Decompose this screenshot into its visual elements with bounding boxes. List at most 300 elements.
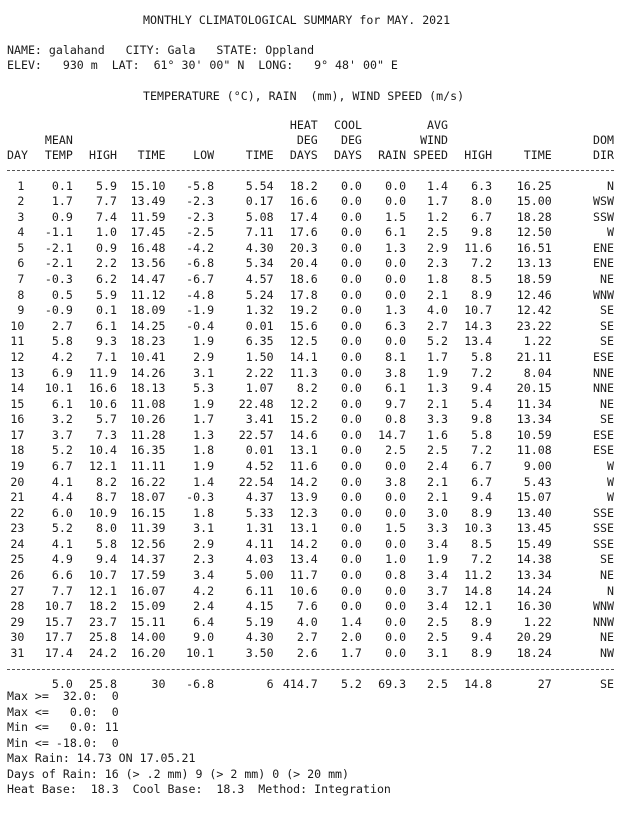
column-header: HIGH — [464, 148, 493, 162]
dashed-divider — [7, 669, 614, 670]
table-cell: -2.1 — [44, 240, 73, 255]
table-cell: 13.49 — [130, 194, 166, 209]
table-cell: 3.50 — [245, 645, 274, 660]
table-cell: 7.2 — [471, 552, 493, 567]
dashed-divider — [7, 170, 614, 171]
table-row — [0, 241, 618, 257]
table-row — [0, 412, 618, 428]
table-cell: 16.25 — [516, 178, 552, 193]
table-cell: 2.5 — [427, 614, 448, 629]
table-cell: 15.09 — [130, 599, 166, 614]
table-cell: 0.0 — [340, 568, 362, 583]
table-cell: 2.5 — [385, 443, 407, 458]
table-cell: 7.2 — [471, 365, 493, 380]
table-cell: 15.7 — [44, 614, 73, 629]
table-cell: SE — [600, 552, 614, 567]
table-cell: 17.59 — [130, 568, 166, 583]
table-cell: 0.0 — [385, 536, 407, 551]
table-cell: -0.3 — [186, 490, 215, 505]
table-cell: NNE — [593, 381, 614, 396]
table-cell: 2.5 — [427, 630, 448, 645]
table-cell: SSE — [593, 521, 614, 536]
table-cell: 6.6 — [51, 568, 73, 583]
table-cell: 14.47 — [130, 272, 166, 287]
table-cell: 7.3 — [96, 427, 117, 442]
table-cell: 13.4 — [464, 334, 493, 349]
table-cell: 0.0 — [340, 599, 362, 614]
table-cell: 7.11 — [245, 225, 274, 240]
column-header — [214, 133, 274, 148]
table-cell: 5.8 — [96, 536, 117, 551]
table-cell: NNE — [593, 365, 614, 380]
table-cell: 0.0 — [340, 412, 362, 427]
table-row — [0, 459, 618, 475]
table-cell: 1.2 — [427, 209, 448, 224]
table-cell: 9.4 — [96, 552, 117, 567]
table-cell: 2.4 — [427, 458, 448, 473]
table-cell: -5.8 — [186, 178, 215, 193]
footer-line: Min <= 0.0: 11 — [7, 720, 119, 734]
table-cell: SSW — [593, 209, 614, 224]
table-cell: 0.0 — [340, 209, 362, 224]
table-cell: 25.8 — [89, 630, 117, 645]
table-cell: 14.8 — [464, 583, 493, 598]
table-cell: 0.0 — [385, 178, 407, 193]
table-cell: 0.0 — [340, 334, 362, 349]
column-header — [117, 133, 166, 148]
table-cell: 1.7 — [51, 194, 73, 209]
table-cell: 3.4 — [427, 536, 448, 551]
table-cell: 0.0 — [340, 427, 362, 442]
table-cell: 16.15 — [130, 505, 166, 520]
table-row — [0, 490, 618, 506]
table-cell: 17.45 — [130, 225, 166, 240]
table-cell: 26 — [10, 568, 25, 583]
table-cell: 10.1 — [44, 381, 73, 396]
table-row — [0, 599, 618, 615]
table-row — [0, 630, 618, 646]
table-cell: NE — [600, 272, 614, 287]
table-cell: SSE — [593, 536, 614, 551]
table-cell: 1.3 — [427, 381, 448, 396]
table-cell: 0.1 — [96, 303, 117, 318]
table-cell: 3.3 — [427, 412, 448, 427]
table-cell: 5 — [17, 240, 25, 255]
table-cell: NE — [600, 630, 614, 645]
table-cell: 0.9 — [96, 240, 117, 255]
table-cell: 6.1 — [385, 381, 407, 396]
table-cell: 1.50 — [245, 349, 274, 364]
table-cell: 11 — [10, 334, 25, 349]
table-cell: 16.07 — [130, 583, 166, 598]
table-cell: 4.1 — [51, 474, 73, 489]
table-cell: 22.57 — [238, 427, 274, 442]
table-cell: 1.9 — [193, 458, 215, 473]
table-cell: 25 — [10, 552, 25, 567]
station-info-line-2: ELEV: 930 m LAT: 61° 30' 00" N LONG: 9° 48' 00" E — [7, 58, 398, 72]
column-header — [166, 118, 215, 133]
table-cell: 1.4 — [193, 474, 215, 489]
table-cell: 13.9 — [289, 490, 318, 505]
table-cell: 10.3 — [464, 521, 493, 536]
table-cell: 9 — [17, 303, 25, 318]
table-cell: 15 — [10, 396, 25, 411]
table-cell: 20.29 — [516, 630, 552, 645]
table-row — [0, 381, 618, 397]
column-header — [448, 118, 492, 133]
table-row — [0, 319, 618, 335]
table-cell: NNW — [593, 614, 614, 629]
table-cell: 2.1 — [427, 474, 448, 489]
table-cell: 13.4 — [289, 552, 318, 567]
column-header: LOW — [193, 148, 215, 162]
column-header: DAYS — [334, 148, 362, 162]
table-cell: 14.38 — [516, 552, 552, 567]
table-cell: 0.0 — [385, 614, 407, 629]
table-body — [0, 163, 618, 693]
table-cell: 12.3 — [289, 505, 318, 520]
table-cell: 9.4 — [471, 381, 493, 396]
table-cell: 0.8 — [385, 568, 407, 583]
table-cell: 22.48 — [238, 396, 274, 411]
table-cell: ENE — [593, 240, 614, 255]
table-cell: 2 — [17, 194, 25, 209]
table-cell: 0.8 — [385, 412, 407, 427]
table-cell: 11.12 — [130, 287, 166, 302]
table-cell: 17.4 — [44, 645, 73, 660]
table-cell: 14.24 — [516, 583, 552, 598]
table-cell: 21.11 — [516, 349, 552, 364]
column-header — [448, 133, 492, 148]
table-cell: 15.11 — [130, 614, 166, 629]
table-cell: 0.0 — [385, 458, 407, 473]
table-cell: 4.0 — [427, 303, 448, 318]
table-cell: -2.1 — [44, 256, 73, 271]
table-cell: 9.4 — [471, 490, 493, 505]
table-cell: 8.5 — [471, 272, 493, 287]
table-cell: 13.1 — [289, 443, 318, 458]
table-cell: 9.00 — [523, 458, 552, 473]
table-row — [0, 443, 618, 459]
header-divider — [0, 163, 618, 179]
table-cell: 12.5 — [289, 334, 318, 349]
table-cell: 8.9 — [471, 287, 493, 302]
table-cell: 9.8 — [471, 225, 493, 240]
table-cell: 4 — [17, 225, 25, 240]
table-cell: 12.1 — [89, 458, 117, 473]
table-cell: 2.9 — [193, 536, 215, 551]
column-header — [0, 118, 35, 133]
table-cell: 12.42 — [516, 303, 552, 318]
table-cell: NE — [600, 568, 614, 583]
column-header: TIME — [245, 148, 274, 162]
climate-table — [0, 118, 618, 693]
footer-line: Max >= 32.0: 0 — [7, 689, 119, 703]
table-cell: 19 — [10, 458, 25, 473]
table-cell: 8.2 — [96, 474, 117, 489]
summary-cell: 69.3 — [378, 677, 407, 692]
table-cell: 16.6 — [89, 381, 117, 396]
table-cell: 11.08 — [130, 396, 166, 411]
table-cell: 28 — [10, 599, 25, 614]
table-cell: 2.9 — [193, 349, 215, 364]
table-cell: 0.0 — [385, 490, 407, 505]
summary-cell: 2.5 — [427, 677, 448, 692]
table-cell: SE — [600, 318, 614, 333]
column-header: TEMP — [44, 148, 73, 162]
table-cell: 8.7 — [96, 490, 117, 505]
table-cell: 2.22 — [245, 365, 274, 380]
table-row — [0, 194, 618, 210]
table-cell: 11.2 — [464, 568, 493, 583]
column-header — [0, 133, 35, 148]
summary-cell: 414.7 — [282, 677, 318, 692]
table-cell: 14.00 — [130, 630, 166, 645]
table-cell: 0.0 — [340, 458, 362, 473]
table-cell: 7.7 — [51, 583, 73, 598]
table-cell: 13.45 — [516, 521, 552, 536]
table-cell: 18.07 — [130, 490, 166, 505]
summary-divider — [0, 662, 618, 678]
table-cell: 9.8 — [471, 412, 493, 427]
table-cell: 1 — [17, 178, 25, 193]
summary-cell: 30 — [151, 677, 166, 692]
summary-cell: 14.8 — [464, 677, 493, 692]
table-cell: 10.6 — [289, 583, 318, 598]
table-cell: 0.0 — [340, 490, 362, 505]
table-cell: 0.0 — [385, 645, 407, 660]
table-cell: 5.08 — [245, 209, 274, 224]
column-header — [214, 118, 274, 133]
table-cell: N — [607, 583, 614, 598]
table-cell: 3.3 — [427, 521, 448, 536]
table-cell: 8.0 — [471, 194, 493, 209]
table-cell: 8.2 — [296, 381, 318, 396]
table-cell: 1.8 — [193, 505, 215, 520]
summary-cell: 27 — [537, 677, 552, 692]
summary-cell: SE — [600, 677, 614, 692]
table-row — [0, 225, 618, 241]
table-row — [0, 537, 618, 553]
table-cell: 9.3 — [96, 334, 117, 349]
table-cell: 1.0 — [96, 225, 117, 240]
table-cell: 3.1 — [427, 645, 448, 660]
table-cell: 4.15 — [245, 599, 274, 614]
footer-line: Max Rain: 14.73 ON 17.05.21 — [7, 751, 196, 765]
table-cell: 1.5 — [385, 209, 407, 224]
table-cell: 3.1 — [193, 521, 215, 536]
station-info-line-1: NAME: galahand CITY: Gala STATE: Oppland — [7, 43, 315, 57]
table-cell: 9.7 — [385, 396, 407, 411]
table-cell: 10 — [10, 318, 25, 333]
table-cell: 12.1 — [464, 599, 493, 614]
table-cell: 2.1 — [427, 287, 448, 302]
table-cell: 18.59 — [516, 272, 552, 287]
table-cell: -2.3 — [186, 209, 215, 224]
table-cell: 1.0 — [385, 552, 407, 567]
table-cell: 0.0 — [340, 396, 362, 411]
table-cell: 13.1 — [289, 521, 318, 536]
table-row — [0, 334, 618, 350]
table-cell: 4.30 — [245, 630, 274, 645]
table-cell: 17 — [10, 427, 25, 442]
column-header: SPEED — [413, 148, 448, 162]
table-cell: 16.51 — [516, 240, 552, 255]
table-cell: 16.22 — [130, 474, 166, 489]
table-cell: 5.9 — [96, 178, 117, 193]
table-cell: 13 — [10, 365, 25, 380]
table-cell: 20 — [10, 474, 25, 489]
table-cell: 8.1 — [385, 349, 407, 364]
table-cell: 8.5 — [471, 536, 493, 551]
table-cell: 13.13 — [516, 256, 552, 271]
footer-line: Heat Base: 18.3 Cool Base: 18.3 Method: Integration — [7, 782, 391, 796]
table-cell: NW — [600, 645, 614, 660]
table-cell: 18.23 — [130, 334, 166, 349]
table-cell: 11.3 — [289, 365, 318, 380]
table-cell: 18.6 — [289, 272, 318, 287]
table-cell: ESE — [593, 443, 614, 458]
table-cell: 22 — [10, 505, 25, 520]
table-cell: 15.49 — [516, 536, 552, 551]
table-cell: 0.0 — [340, 194, 362, 209]
table-cell: 23.22 — [516, 318, 552, 333]
table-cell: 4.0 — [296, 614, 318, 629]
table-cell: 7.7 — [96, 194, 117, 209]
table-cell: 1.7 — [427, 349, 448, 364]
table-cell: 0.0 — [340, 272, 362, 287]
table-cell: 12.1 — [89, 583, 117, 598]
table-cell: 10.1 — [186, 645, 215, 660]
table-cell: 0.0 — [340, 303, 362, 318]
table-cell: 30 — [10, 630, 25, 645]
table-cell: 1.9 — [427, 365, 448, 380]
table-cell: ESE — [593, 427, 614, 442]
summary-cell: 25.8 — [89, 677, 117, 692]
footer-line: Min <= -18.0: 0 — [7, 735, 119, 750]
column-header: COOL — [334, 118, 362, 132]
table-cell: 8.9 — [471, 645, 493, 660]
table-cell: 5.9 — [96, 287, 117, 302]
table-cell: 7.1 — [96, 349, 117, 364]
table-cell: SE — [600, 334, 614, 349]
column-header: TIME — [137, 148, 166, 162]
table-cell: -1.1 — [44, 225, 73, 240]
table-cell: 12.50 — [516, 225, 552, 240]
table-cell: 0.0 — [340, 521, 362, 536]
table-cell: 5.19 — [245, 614, 274, 629]
table-cell: 5.43 — [523, 474, 552, 489]
table-cell: 11.34 — [516, 396, 552, 411]
table-cell: 0.5 — [51, 287, 73, 302]
table-cell: 6.1 — [51, 396, 73, 411]
table-cell: 18.13 — [130, 381, 166, 396]
table-cell: 7.6 — [296, 599, 318, 614]
table-row — [0, 179, 618, 195]
column-header — [117, 118, 166, 133]
table-cell: 3.8 — [385, 365, 407, 380]
table-cell: 1.3 — [385, 303, 407, 318]
table-cell: 18.2 — [89, 599, 117, 614]
table-cell: 15.00 — [516, 194, 552, 209]
table-cell: ENE — [593, 256, 614, 271]
table-cell: 16.30 — [516, 599, 552, 614]
table-cell: 2.9 — [427, 240, 448, 255]
column-header: RAIN — [378, 148, 407, 162]
table-cell: 6.7 — [471, 209, 493, 224]
table-row — [0, 272, 618, 288]
table-cell: 0.0 — [340, 583, 362, 598]
table-cell: 5.7 — [96, 412, 117, 427]
table-cell: 14.6 — [289, 427, 318, 442]
table-cell: 10.7 — [44, 599, 73, 614]
table-cell: 2.5 — [427, 443, 448, 458]
table-cell: 2.6 — [296, 645, 318, 660]
table-cell: 15.2 — [289, 412, 318, 427]
table-cell: 1.8 — [427, 272, 448, 287]
table-cell: 21 — [10, 490, 25, 505]
table-cell: 10.7 — [464, 303, 493, 318]
table-cell: 18.09 — [130, 303, 166, 318]
table-cell: 27 — [10, 583, 25, 598]
column-header — [552, 118, 618, 133]
table-row — [0, 584, 618, 600]
table-row — [0, 288, 618, 304]
table-cell: 2.0 — [340, 630, 362, 645]
table-cell: 6.4 — [193, 614, 215, 629]
table-row — [0, 303, 618, 319]
table-cell: 7.2 — [471, 256, 493, 271]
table-cell: 0.0 — [340, 318, 362, 333]
table-cell: 4.11 — [245, 536, 274, 551]
table-row — [0, 552, 618, 568]
table-cell: 5.8 — [471, 427, 493, 442]
table-cell: 5.24 — [245, 287, 274, 302]
table-cell: 5.8 — [471, 349, 493, 364]
table-cell: SE — [600, 303, 614, 318]
column-header: DEG — [340, 133, 362, 147]
table-cell: -6.8 — [186, 256, 215, 271]
table-cell: W — [607, 474, 614, 489]
table-row — [0, 210, 618, 226]
table-cell: 0.0 — [340, 552, 362, 567]
table-cell: 14.26 — [130, 365, 166, 380]
table-cell: 3.0 — [427, 505, 448, 520]
table-cell: 10.4 — [89, 443, 117, 458]
table-cell: 20.4 — [289, 256, 318, 271]
table-cell: WNW — [593, 599, 614, 614]
column-header: DAYS — [289, 148, 318, 162]
table-cell: 11.9 — [89, 365, 117, 380]
table-cell: 19.2 — [289, 303, 318, 318]
column-header: TIME — [523, 148, 552, 162]
table-cell: 6.0 — [51, 505, 73, 520]
table-cell: 0.0 — [340, 178, 362, 193]
table-cell: 11.6 — [464, 240, 493, 255]
table-row — [0, 256, 618, 272]
table-cell: 3 — [17, 209, 25, 224]
table-cell: 0.1 — [51, 178, 73, 193]
table-cell: 23 — [10, 521, 25, 536]
table-cell: -0.3 — [44, 272, 73, 287]
table-cell: 11.39 — [130, 521, 166, 536]
table-cell: 9.0 — [193, 630, 215, 645]
table-cell: 2.1 — [427, 490, 448, 505]
table-cell: 4.57 — [245, 272, 274, 287]
table-cell: 7.2 — [471, 443, 493, 458]
table-row — [0, 646, 618, 662]
table-cell: 20.15 — [516, 381, 552, 396]
